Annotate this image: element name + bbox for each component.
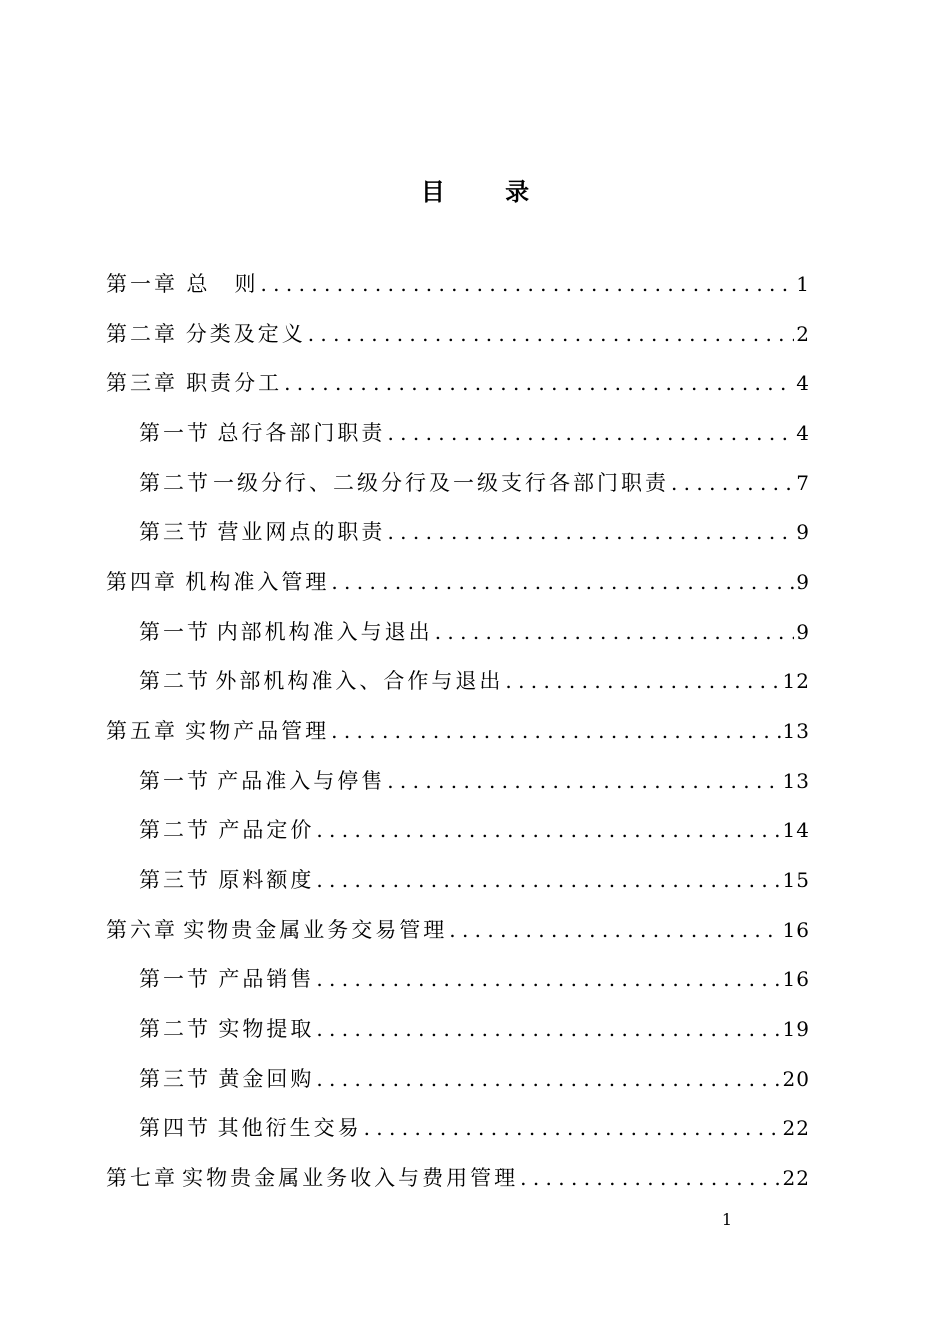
leader-dots [316,1017,780,1041]
leader-dots [671,471,794,495]
toc-entry[interactable] [139,864,810,904]
toc-entry-number: 第六章 [106,918,178,942]
leader-dots [316,967,780,991]
leader-dots [308,322,795,346]
toc-entry-page: 13 [782,769,810,793]
leader-dots [331,570,794,594]
toc-entry[interactable] [106,318,810,358]
leader-dots [505,669,780,693]
toc-entry-page: 22 [782,1166,810,1190]
toc-entry-number: 第一节 [139,967,211,991]
toc-entry[interactable] [139,814,810,854]
toc-entry-title: 职责分工 [186,371,283,395]
toc-entry-number: 第二节 [139,471,211,495]
toc-entry-number: 第一节 [139,421,211,445]
toc-entry-page: 12 [782,669,810,693]
toc-entry-title: 内部机构准入与退出 [216,620,433,644]
leader-dots [260,272,794,296]
toc-entry[interactable] [106,1162,810,1202]
toc-entry[interactable] [139,963,810,1003]
toc-entry-number: 第三节 [139,1067,211,1091]
toc-entry-title: 外部机构准入、合作与退出 [215,669,504,693]
leader-dots [435,620,795,644]
leader-dots [364,1116,781,1140]
leader-dots [449,918,780,942]
toc-entry[interactable] [106,268,810,308]
toc-entry-title: 实物产品管理 [185,719,330,743]
toc-entry-number: 第二章 [106,322,178,346]
toc-entry-title: 原料额度 [218,868,315,892]
toc-entry-page: 16 [782,918,810,942]
leader-dots [316,868,780,892]
toc-entry-number: 第一章 [106,272,178,296]
toc-entry[interactable] [106,914,810,954]
toc-entry-page: 14 [782,818,810,842]
toc-entry-page: 16 [782,967,810,991]
toc-entry[interactable] [139,1063,810,1103]
leader-dots [316,1067,780,1091]
toc-entry[interactable] [139,467,810,507]
toc-entry-number: 第四章 [106,570,178,594]
toc-entry-page: 15 [782,868,810,892]
toc-entry[interactable] [139,1013,810,1053]
toc-entry-page: 9 [796,620,810,644]
toc-entry-title: 营业网点的职责 [217,520,386,544]
toc-entry-number: 第二节 [139,669,211,693]
leader-dots [387,421,794,445]
toc-entry-page: 13 [782,719,810,743]
toc-entry[interactable] [139,417,810,457]
toc-entry-number: 第三节 [139,520,211,544]
toc-entry-number: 第四节 [139,1116,211,1140]
toc-entry-number: 第二节 [139,818,211,842]
toc-entry-title: 实物贵金属业务收入与费用管理 [182,1166,519,1190]
toc-entry-number: 第一节 [139,769,211,793]
toc-entry-number: 第七章 [106,1166,178,1190]
toc-entry-title: 其他衍生交易 [217,1116,362,1140]
toc-entry-page: 4 [796,371,810,395]
toc-entry-page: 22 [782,1116,810,1140]
leader-dots [387,769,780,793]
toc-entry-title: 产品销售 [218,967,315,991]
toc-entry-title: 产品定价 [218,818,315,842]
leader-dots [520,1166,780,1190]
toc-entry-page: 4 [796,421,810,445]
toc-entry-page: 7 [796,471,810,495]
toc-entry-number: 第三章 [106,371,178,395]
toc-title: 目 录 [420,178,556,206]
toc-entry[interactable] [139,616,810,656]
leader-dots [316,818,780,842]
page-number: 1 [721,1210,732,1229]
leader-dots [331,719,780,743]
toc-entry[interactable] [106,715,810,755]
toc-entry-number: 第二节 [139,1017,211,1041]
toc-entry-number: 第五章 [106,719,178,743]
toc-entry-page: 1 [796,272,810,296]
toc-entry-number: 第一节 [139,620,211,644]
leader-dots [284,371,794,395]
toc-entry-title: 机构准入管理 [185,570,330,594]
toc-entry-title: 产品准入与停售 [217,769,386,793]
toc-entry[interactable] [139,1112,810,1152]
toc-entry-title: 实物贵金属业务交易管理 [183,918,448,942]
toc-entry-title: 总 则 [186,272,259,296]
toc-entry-title: 实物提取 [218,1017,315,1041]
leader-dots [387,520,794,544]
toc-entry-page: 19 [782,1017,810,1041]
toc-entry[interactable] [106,367,810,407]
toc-entry-number: 第三节 [139,868,211,892]
toc-entry-page: 9 [796,520,810,544]
toc-entry-title: 总行各部门职责 [217,421,386,445]
toc-entry[interactable] [139,665,810,705]
toc-entry-page: 2 [796,322,810,346]
toc-entry-title: 一级分行、二级分行及一级支行各部门职责 [212,471,669,495]
toc-entry[interactable] [106,566,810,606]
toc-entry[interactable] [139,765,810,805]
toc-entry-title: 黄金回购 [218,1067,315,1091]
toc-entry-page: 9 [796,570,810,594]
toc-entry[interactable] [139,516,810,556]
toc-entry-title: 分类及定义 [185,322,306,346]
toc-entry-page: 20 [782,1067,810,1091]
